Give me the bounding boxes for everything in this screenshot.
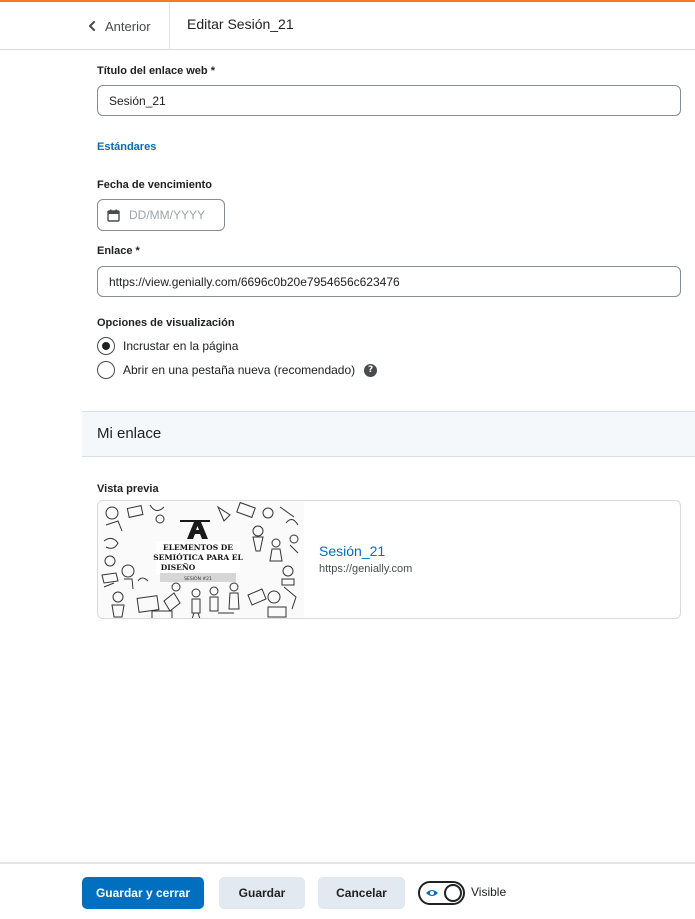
display-options-label: Opciones de visualización [97, 317, 235, 329]
radio-new-tab[interactable] [97, 361, 115, 379]
link-input[interactable] [97, 266, 681, 297]
calendar-icon [107, 209, 120, 222]
title-input-value: Sesión_21 [109, 93, 166, 108]
radio-embed-option[interactable] [97, 337, 238, 355]
due-date-input[interactable] [97, 199, 225, 231]
cancel-button[interactable]: Cancelar [318, 877, 405, 909]
header-divider [169, 2, 170, 50]
save-button[interactable]: Guardar [219, 877, 305, 909]
radio-new-tab-label: Abrir en una pestaña nueva (recomendado) [123, 363, 356, 377]
visibility-toggle[interactable] [418, 881, 465, 905]
section-header [82, 411, 695, 457]
preview-label: Vista previa [97, 483, 159, 495]
footer-bar [0, 862, 695, 919]
thumb-subtitle: SESIÓN #21 [184, 577, 212, 582]
link-preview-card[interactable] [97, 500, 681, 619]
title-input[interactable] [97, 85, 681, 116]
preview-url: https://genially.com [319, 563, 413, 575]
back-button[interactable] [87, 16, 151, 36]
eye-icon [425, 888, 439, 898]
section-title: Mi enlace [97, 425, 162, 442]
link-field-label: Enlace * [97, 245, 140, 257]
radio-new-tab-option[interactable] [97, 361, 377, 379]
top-bar [0, 0, 695, 50]
help-icon[interactable]: ? [364, 364, 377, 377]
link-input-value: https://view.genially.com/6696c0b20e7954656c623476 [109, 274, 400, 289]
thumb-title-line-1: ELEMENTOS DE [163, 543, 233, 552]
due-date-placeholder: DD/MM/YYYY [129, 208, 206, 222]
radio-embed-label: Incrustar en la página [123, 339, 239, 353]
chevron-left-icon [87, 21, 97, 31]
title-field-label: Título del enlace web * [97, 65, 215, 77]
preview-title-link[interactable]: Sesión_21 [319, 543, 386, 559]
thumb-title-line-3: DISEÑO [160, 563, 196, 572]
thumb-title-line-2: SEMIÓTICA PARA EL [153, 553, 243, 562]
standards-link[interactable]: Estándares [97, 141, 157, 153]
sketch-doodles-image [98, 501, 304, 619]
save-and-close-button[interactable]: Guardar y cerrar [82, 877, 204, 909]
radio-embed[interactable] [97, 337, 115, 355]
visibility-label: Visible [471, 885, 507, 899]
radio-selected-dot [102, 342, 110, 350]
page-title: Editar Sesión_21 [187, 16, 294, 32]
due-date-label: Fecha de vencimiento [97, 179, 212, 191]
toggle-knob [444, 884, 462, 902]
preview-thumbnail [98, 501, 304, 619]
back-label: Anterior [105, 18, 151, 34]
